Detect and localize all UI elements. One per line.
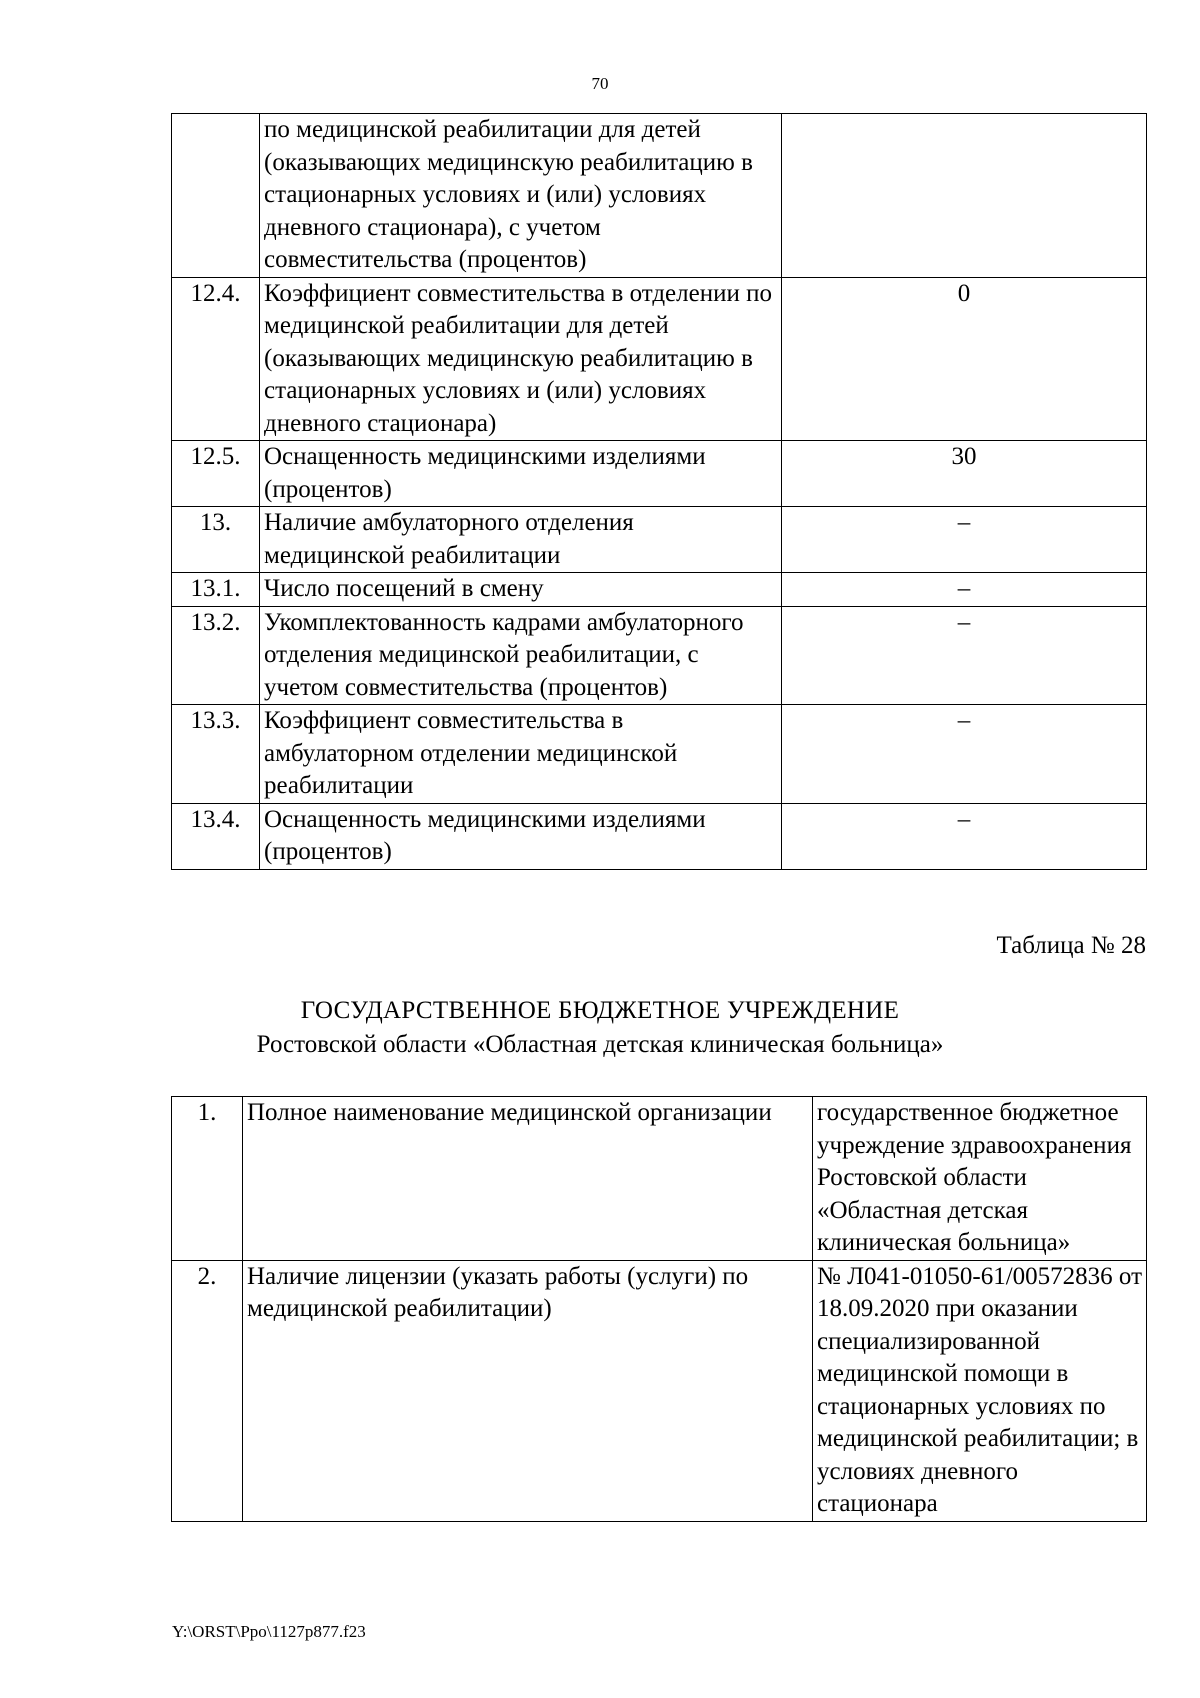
row-number xyxy=(172,114,260,278)
row-value: – xyxy=(782,705,1147,804)
row-label: Укомплектованность кадрами амбулаторного отделения медицинской реабилитации, с учетом совместительства (процентов) xyxy=(260,606,782,705)
row-number: 13.3. xyxy=(172,705,260,804)
row-label: Полное наименование медицинской организации xyxy=(243,1097,813,1261)
row-number: 13.2. xyxy=(172,606,260,705)
table-row xyxy=(172,507,1147,573)
table-row xyxy=(172,1097,1147,1261)
table-row xyxy=(172,705,1147,804)
table-row xyxy=(172,606,1147,705)
row-label: Наличие лицензии (указать работы (услуги) по медицинской реабилитации) xyxy=(243,1260,813,1521)
row-label: Оснащенность медицинскими изделиями (процентов) xyxy=(260,803,782,869)
row-value: 30 xyxy=(782,441,1147,507)
row-number: 2. xyxy=(172,1260,243,1521)
row-value: – xyxy=(782,573,1147,607)
indicators-table xyxy=(171,113,1147,870)
row-label: Коэффициент совместительства в амбулаторном отделении медицинской реабилитации xyxy=(260,705,782,804)
row-number: 12.4. xyxy=(172,277,260,441)
row-number: 12.5. xyxy=(172,441,260,507)
table-row xyxy=(172,114,1147,278)
table-label: Таблица № 28 xyxy=(996,932,1146,959)
row-number: 13.4. xyxy=(172,803,260,869)
row-number: 13. xyxy=(172,507,260,573)
table-row xyxy=(172,1260,1147,1521)
table-row xyxy=(172,277,1147,441)
row-number: 1. xyxy=(172,1097,243,1261)
institution-heading: ГОСУДАРСТВЕННОЕ БЮДЖЕТНОЕ УЧРЕЖДЕНИЕ xyxy=(300,997,900,1024)
table-row xyxy=(172,441,1147,507)
institution-table xyxy=(171,1096,1147,1522)
row-value xyxy=(782,114,1147,278)
row-value: № Л041-01050-61/00572836 от 18.09.2020 при оказании специализированной медицинской помощи в стационарных условиях по медицинской реабилитации; в условиях дневного стационара xyxy=(813,1260,1147,1521)
row-value: государственное бюджетное учреждение здравоохранения Ростовской области «Областная детская клиническая больница» xyxy=(813,1097,1147,1261)
row-label: Число посещений в смену xyxy=(260,573,782,607)
row-value: 0 xyxy=(782,277,1147,441)
institution-subheading: Ростовской области «Областная детская клиническая больница» xyxy=(256,1031,944,1058)
row-label: Оснащенность медицинскими изделиями (процентов) xyxy=(260,441,782,507)
table-row xyxy=(172,803,1147,869)
table-row xyxy=(172,573,1147,607)
row-value: – xyxy=(782,606,1147,705)
row-label: Наличие амбулаторного отделения медицинской реабилитации xyxy=(260,507,782,573)
file-path: Y:\ORST\Ppo\1127p877.f23 xyxy=(172,1622,366,1641)
row-value: – xyxy=(782,507,1147,573)
page-number: 70 xyxy=(591,74,609,93)
row-label: Коэффициент совместительства в отделении по медицинской реабилитации для детей (оказывающих медицинскую реабилитацию в стационарных условиях и (или) условиях дневного стационара) xyxy=(260,277,782,441)
row-value: – xyxy=(782,803,1147,869)
row-label: по медицинской реабилитации для детей (оказывающих медицинскую реабилитацию в стационарных условиях и (или) условиях дневного стационара), с учетом совместительства (процентов) xyxy=(260,114,782,278)
row-number: 13.1. xyxy=(172,573,260,607)
